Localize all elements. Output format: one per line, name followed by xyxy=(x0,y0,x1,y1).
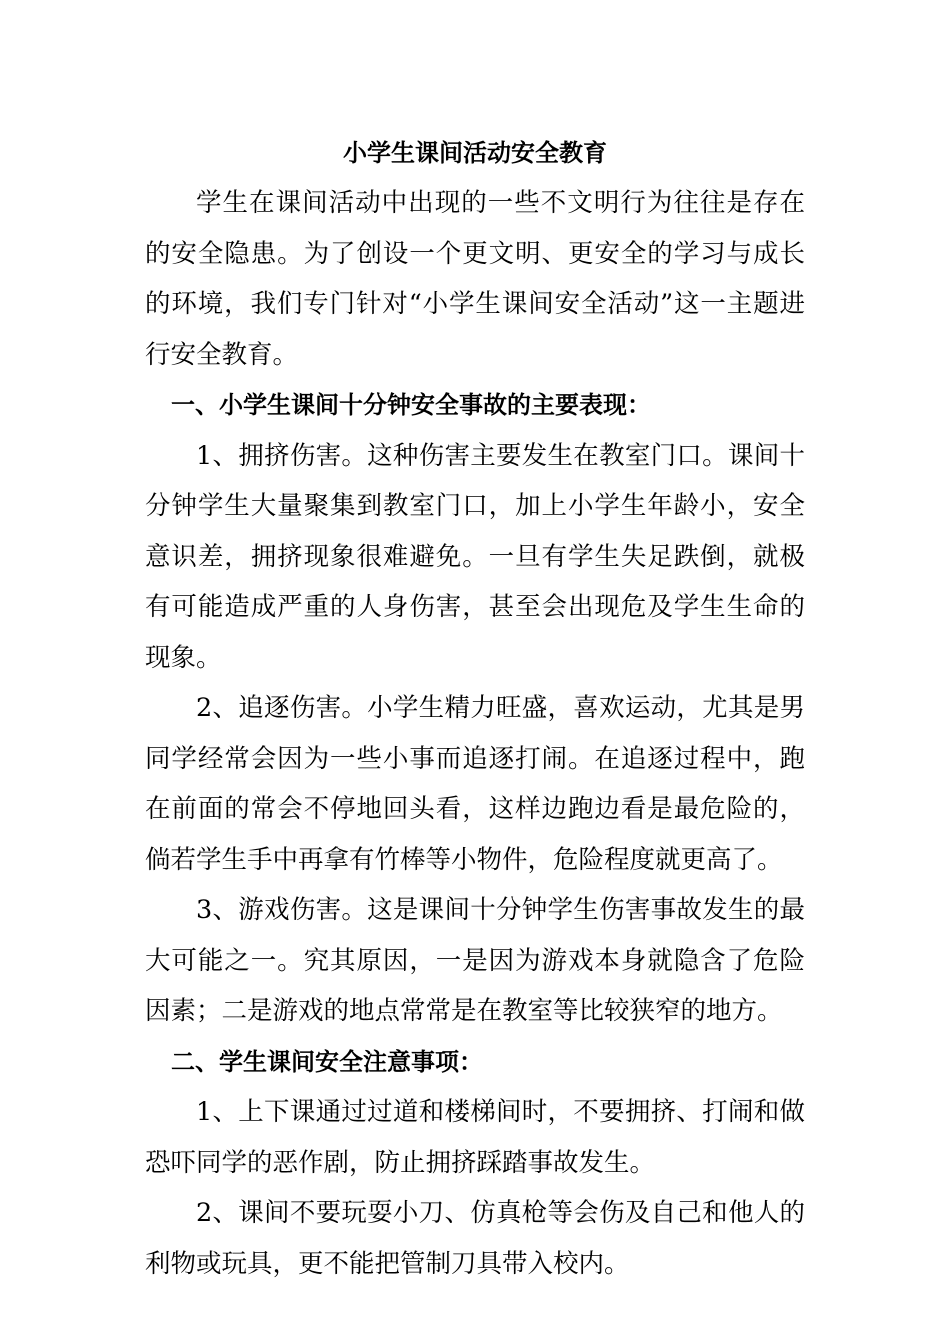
section-heading-2: 二、学生课间安全注意事项： xyxy=(171,1047,483,1076)
document-body xyxy=(145,128,805,1289)
section1-item-3: 3、游戏伤害。这是课间十分钟学生伤害事故发生的最大可能之一。究其原因，一是因为游戏本身就隐含了危险因素；二是游戏的地点常常是在教室等比较狭窄的地方。 xyxy=(145,895,805,1026)
intro-paragraph: 学生在课间活动中出现的一些不文明行为往往是存在的安全隐患。为了创设一个更文明、更安全的学习与成长的环境，我们专门针对“小学生课间安全活动”这一主题进行安全教育。 xyxy=(145,188,805,370)
section1-item-1: 1、拥挤伤害。这种伤害主要发生在教室门口。课间十分钟学生大量聚集到教室门口，加上小学生年龄小，安全意识差，拥挤现象很难避免。一旦有学生失足跌倒，就极有可能造成严重的人身伤害，甚至会出现危及学生生命的现象。 xyxy=(145,440,805,673)
section-heading-1: 一、小学生课间十分钟安全事故的主要表现： xyxy=(171,391,651,419)
section2-item-2: 2、课间不要玩耍小刀、仿真枪等会伤及自己和他人的利物或玩具，更不能把管制刀具带入校内。 xyxy=(145,1198,805,1279)
document-title: 小学生课间活动安全教育 xyxy=(343,139,607,167)
section1-item-2: 2、追逐伤害。小学生精力旺盛，喜欢运动，尤其是男同学经常会因为一些小事而追逐打闹。在追逐过程中，跑在前面的常会不停地回头看，这样边跑边看是最危险的，倘若学生手中再拿有竹棒等小物件，危险程度就更高了。 xyxy=(145,693,805,875)
section2-item-1: 1、上下课通过过道和楼梯间时，不要拥挤、打闹和做恐吓同学的恶作剧，防止拥挤踩踏事故发生。 xyxy=(145,1097,805,1178)
